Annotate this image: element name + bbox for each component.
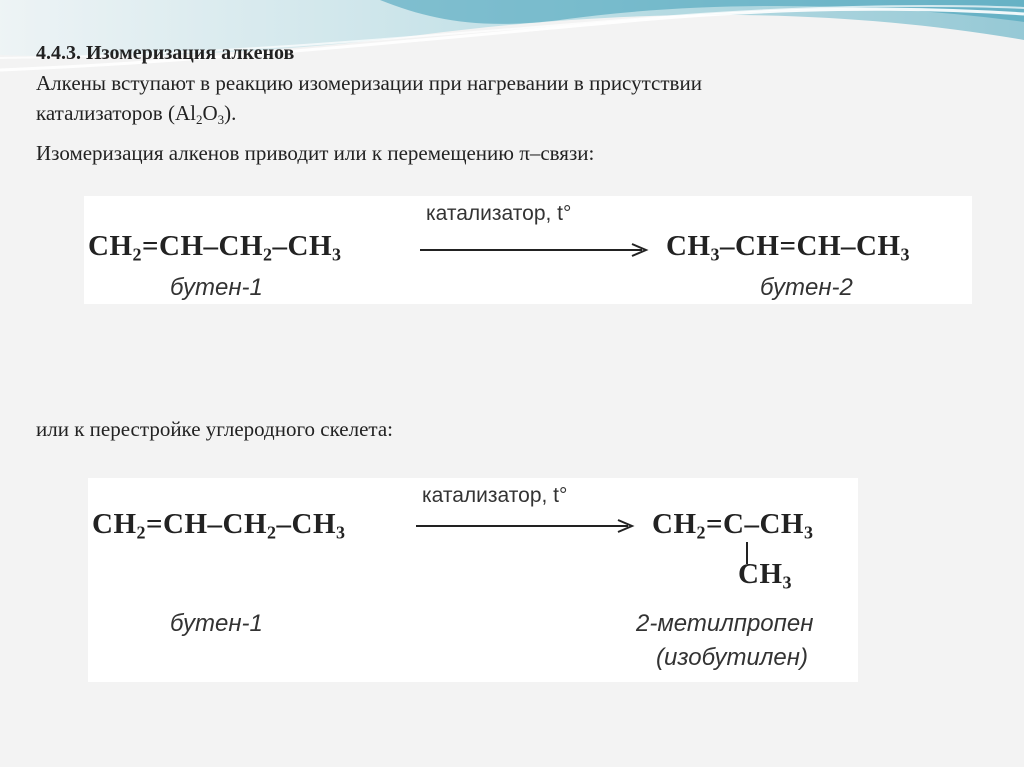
reaction-1-condition: катализатор, t° [426,202,572,225]
r1-product-part-b: –CH=CH–CH [719,230,901,262]
skeleton-intro-text: или к перестройке углеродного скелета: [36,417,394,441]
r2-branch-part: CH [738,558,783,590]
r1-reactant-part-a: CH [88,230,133,262]
reaction-1-product-name: бутен-2 [760,274,853,301]
reaction-2-branch-formula [738,558,792,591]
r1-product-sub-b: 3 [900,244,910,265]
line2-sub-2: 3 [217,111,225,127]
reaction-2-panel [88,478,858,682]
line2-mid: O [202,101,218,125]
r2-reactant-sub-a: 2 [136,522,146,543]
r2-product-part-a: CH [652,508,697,540]
r2-reactant-part-c: –CH [276,508,336,540]
section-heading: 4.4.3. Изомеризация алкенов [36,42,295,64]
reaction-1-reactant-name: бутен-1 [170,274,263,301]
r1-product-part-a: CH [666,230,711,262]
reaction-1-product-formula [666,230,910,263]
reaction-2-condition: катализатор, t° [422,484,568,507]
r2-branch-sub: 3 [782,572,792,593]
reaction-2-reactant-formula [92,508,345,541]
intro-text-line-1: Алкены вступают в реакцию изомеризации при нагревании в присутствии [36,71,702,95]
reaction-1-reactant-formula [88,230,341,263]
reaction-2-product-name: 2-метилпропен [636,610,814,637]
reaction-2-product-formula [652,508,813,541]
r2-product-sub-a: 2 [696,522,706,543]
r1-reactant-part-c: –CH [272,230,332,262]
r2-reactant-part-b: =CH–CH [145,508,268,540]
r1-reactant-sub-a: 2 [132,244,142,265]
intro-text-line-2 [36,100,236,126]
intro-text-line-3: Изомеризация алкенов приводит или к перемещению π–связи: [36,141,595,165]
r2-product-sub-b: 3 [803,522,814,543]
reaction-2-arrow [416,518,638,534]
line2-sub-1: 2 [195,111,203,127]
line2-end: ). [224,101,237,125]
r1-product-sub-a: 3 [710,244,720,265]
reaction-1-arrow [420,242,652,258]
reaction-2-reactant-name: бутен-1 [170,610,263,637]
r1-reactant-sub-c: 3 [332,244,342,265]
reaction-1-panel [84,196,972,304]
line2-text: катализаторов (Al [36,101,196,125]
reaction-2-product-alt-name: (изобутилен) [656,644,808,671]
r2-reactant-sub-c: 3 [336,522,346,543]
r1-reactant-sub-b: 2 [263,244,273,265]
r2-product-part-b: =C–CH [705,508,804,540]
r1-reactant-part-b: =CH–CH [141,230,264,262]
r2-reactant-part-a: CH [92,508,137,540]
r2-reactant-sub-b: 2 [267,522,277,543]
